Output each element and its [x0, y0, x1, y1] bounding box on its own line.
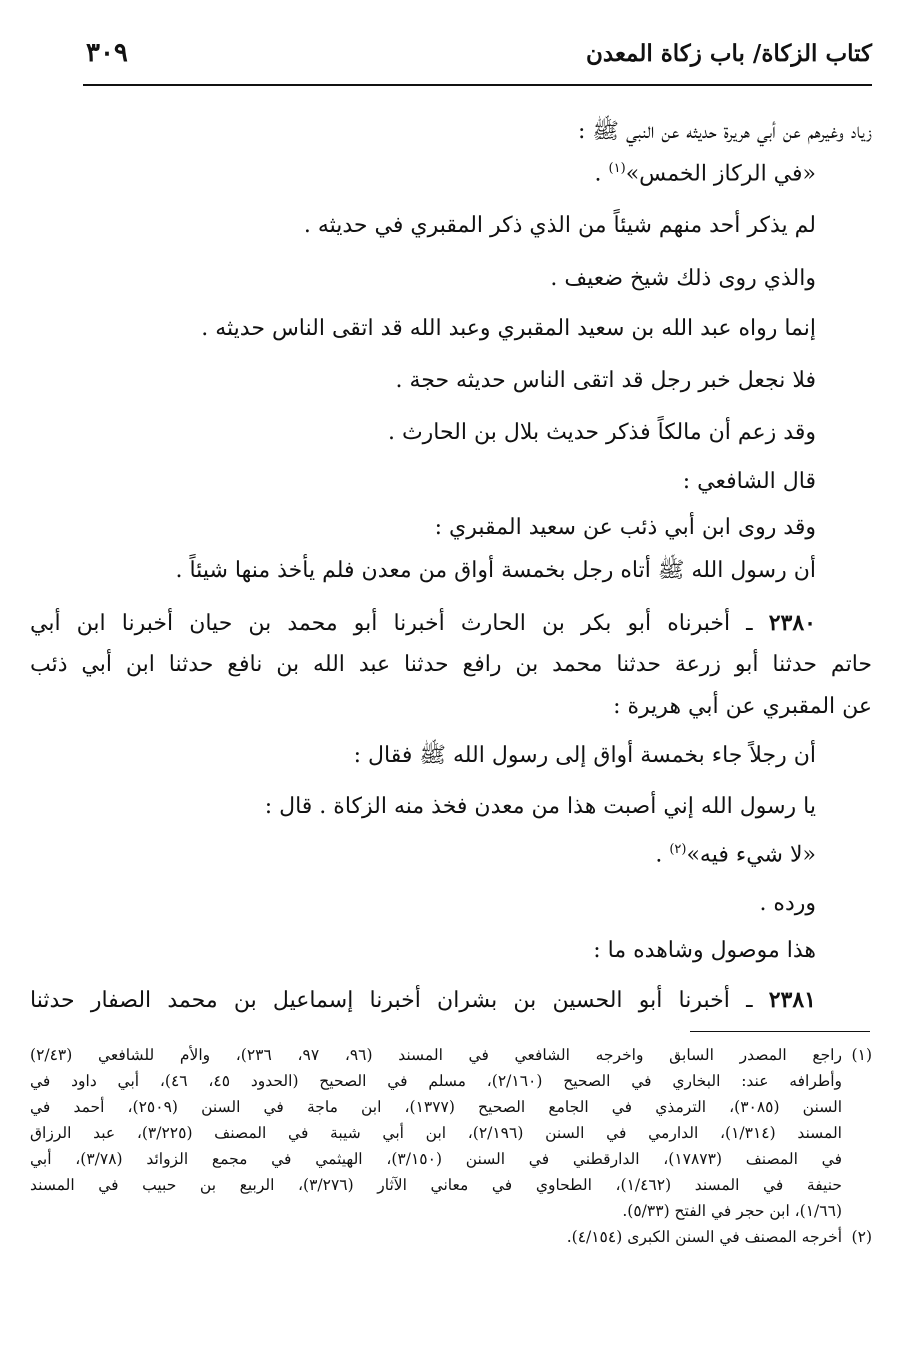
quote-end: . — [594, 161, 602, 187]
hadith-number: ٢٣٨١ — [768, 987, 816, 1013]
text-line: أن رجلاً جاء بخمسة أواق إلى رسول الله ﷺ فقال : — [353, 743, 816, 768]
footnote-line: راجع المصدر السابق واخرجه الشافعي في المسند (٩٦، ٩٧، ٢٣٦)، والأم للشافعي (٢/٤٣) — [30, 1046, 842, 1064]
text-line: حاتم حدثنا أبو زرعة حدثنا محمد بن رافع حدثنا عبد الله بن نافع حدثنا ابن أبي ذئب — [30, 652, 872, 677]
hadith-2381-first-line — [30, 985, 816, 1016]
hadith-isnad: ـ أخبرناه أبو بكر بن الحارث أخبرنا أبو محمد بن حيان أخبرنا ابن أبي — [30, 611, 753, 636]
text-line: أن رسول الله ﷺ أتاه رجل بخمسة أواق من معدن فلم يأخذ منها شيئاً . — [175, 558, 816, 583]
text-line: لم يذكر أحد منهم شيئاً من الذي ذكر المقبري في حديثه . — [303, 213, 816, 238]
quote-text: «لا شيء فيه» — [686, 842, 816, 868]
footnote-line: (١/٦٦)، ابن حجر في الفتح (٥/٣٣). — [622, 1202, 842, 1220]
hadith-isnad: ـ أخبرنا أبو الحسين بن بشران أخبرنا إسماعيل بن محمد الصفار حدثنا — [30, 988, 753, 1013]
quote-end: . — [655, 842, 663, 868]
footnote-mark: (٢) — [851, 1228, 872, 1246]
text-line: والذي روى ذلك شيخ ضعيف . — [550, 266, 816, 291]
text-line: وقد روى ابن أبي ذئب عن سعيد المقبري : — [434, 515, 816, 540]
hadith-number: ٢٣٨٠ — [768, 610, 816, 636]
footnote-line: حنيفة في المسند (١/٤٦٢)، الطحاوي في معاني الآثار (٣/٢٧٦)، الربيع بن حبيب في المسند — [30, 1176, 842, 1194]
text-line: عن المقبري عن أبي هريرة : — [613, 694, 872, 719]
hadith-quote — [655, 835, 816, 870]
text-line: ورده . — [759, 891, 816, 916]
footnote-mark: (١) — [851, 1046, 872, 1064]
hadith-quote — [595, 154, 816, 189]
text-line: وقد زعم أن مالكاً فذكر حديث بلال بن الحارث . — [387, 420, 816, 445]
footnote-line: السنن (٣٠٨٥)، الترمذي في الجامع الصحيح (١٣٧٧)، ابن ماجة في السنن (٢٥٠٩)، أحمد في — [30, 1098, 842, 1116]
quote-text: «في الركاز الخمس» — [625, 161, 816, 187]
hadith-2380-first-line — [30, 608, 816, 639]
footnote-divider — [690, 1031, 870, 1032]
header-divider — [83, 84, 872, 86]
text-line: فلا نجعل خبر رجل قد اتقى الناس حديثه حجة . — [395, 368, 816, 393]
text-line: هذا موصول وشاهده ما : — [593, 938, 816, 963]
page-number: ٣٠٩ — [86, 38, 128, 68]
chapter-title: كتاب الزكاة/ باب زكاة المعدن — [585, 40, 872, 67]
footnote-line: أخرجه المصنف في السنن الكبرى (٤/١٥٤). — [566, 1228, 842, 1246]
running-header — [80, 40, 872, 78]
text-line: يا رسول الله إني أصبت هذا من معدن فخذ منه الزكاة . قال : — [264, 794, 816, 819]
footnote-line: وأطرافه عند: البخاري في الصحيح (٢/١٦٠)، مسلم في الصحيح (الحدود ٤٥، ٤٦)، أبي داود في — [30, 1072, 842, 1090]
footnote-marker: (١) — [608, 161, 626, 176]
footnote-marker: (٢) — [669, 842, 687, 857]
text-line: زياد وغيرهم عن أبي هريرة حديثه عن النبي ﷺ : — [578, 119, 872, 144]
text-line: إنما رواه عبد الله بن سعيد المقبري وعبد الله قد اتقى الناس حديثه . — [201, 316, 816, 341]
footnote-line: في المصنف (١٧٨٧٣)، الدارقطني في السنن (٣/١٥٠)، الهيثمي في مجمع الزوائد (٣/٧٨)، أبي — [30, 1150, 842, 1168]
footnote-line: المسند (١/٣١٤)، الدارمي في السنن (٢/١٩٦)، ابن أبي شيبة في المصنف (٣/٢٢٥)، عبد الرزاق — [30, 1124, 842, 1142]
text-line: قال الشافعي : — [682, 469, 816, 494]
